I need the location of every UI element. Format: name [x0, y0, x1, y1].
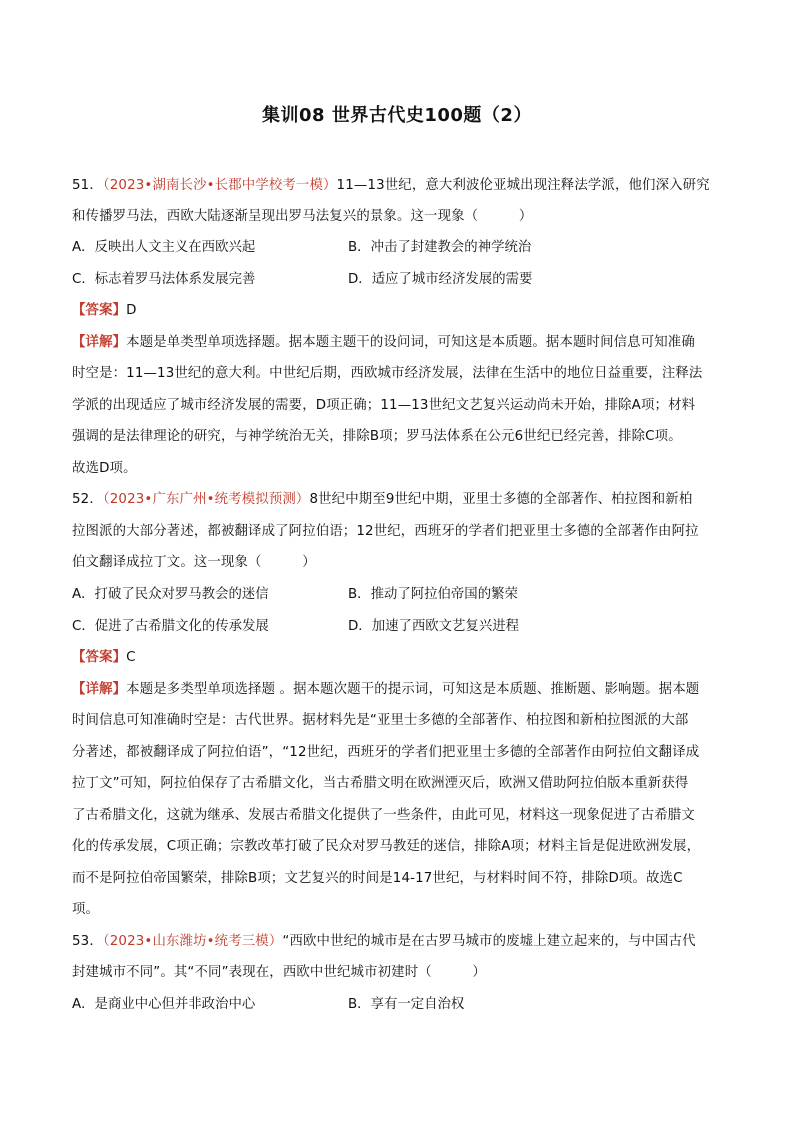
answer-label: 【答案】 — [72, 303, 127, 318]
question-number: 52． — [72, 492, 103, 507]
question-52-detail-line-5: 了古希腊文化，这就为继承、发展古希腊文化提供了一些条件，由此可见，材料这一现象促进了古希腊文 — [72, 808, 695, 823]
question-51-option-b: B．冲击了封建教会的神学统治 — [348, 240, 532, 255]
question-51-option-a: A．反映出人文主义在西欧兴起 — [72, 240, 256, 255]
question-51-stem-line-2: 和传播罗马法，西欧大陆逐渐呈现出罗马法复兴的景象。这一现象（ ） — [72, 209, 533, 224]
question-51-detail-line-5: 故选D项。 — [72, 461, 137, 476]
detail-text: 本题是单类型单项选择题。据本题主题干的设问词，可知这是本质题。据本题时间信息可知准确 — [126, 335, 695, 350]
question-52-stem-line-2: 拉图派的大部分著述，都被翻译成了阿拉伯语；12世纪，西班牙的学者们把亚里士多德的全部著作由阿拉 — [72, 524, 699, 539]
question-53-option-b: B．享有一定自治权 — [348, 997, 465, 1012]
question-52-option-d: D．加速了西欧文艺复兴进程 — [348, 619, 519, 634]
question-number: 51． — [72, 178, 103, 193]
question-52-detail-line-6: 化的传承发展，C项正确；宗教改革打破了民众对罗马教廷的迷信，排除A项；材料主旨是促进欧洲发展， — [72, 839, 701, 854]
question-52-detail-line-2: 时间信息可知准确时空是：古代世界。据材料先是“亚里士多德的全部著作、柏拉图和新柏拉图派的大部 — [72, 713, 689, 728]
question-text: “西欧中世纪的城市是在古罗马城市的废墟上建立起来的，与中国古代 — [282, 934, 696, 949]
question-51-detail-line-1 — [72, 333, 732, 353]
question-51-answer — [72, 301, 732, 321]
question-53-stem-line-2: 封建城市不同”。其“不同”表现在，西欧中世纪城市初建时（ ） — [72, 965, 486, 980]
question-51-stem-line-1 — [72, 176, 732, 196]
question-source: （2023•山东潍坊•统考三模） — [102, 934, 283, 949]
question-51-detail-line-2: 时空是：11—13世纪的意大利。中世纪后期，西欧城市经济发展，法律在生活中的地位日益重要，注释法 — [72, 366, 703, 381]
question-53-stem-line-1 — [72, 932, 732, 952]
question-51-detail-line-3: 学派的出现适应了城市经济发展的需要，D项正确；11—13世纪文艺复兴运动尚未开始，排除A项；材料 — [72, 398, 696, 413]
question-51-option-d: D．适应了城市经济发展的需要 — [348, 272, 533, 287]
page-title: 集训08 世界古代史100题（2） — [262, 105, 532, 126]
question-51-detail-line-4: 强调的是法律理论的研究，与神学统治无关，排除B项；罗马法体系在公元6世纪已经完善，排除C项。 — [72, 429, 682, 444]
question-52-stem-line-1 — [72, 490, 732, 510]
question-52-detail-line-8: 项。 — [72, 902, 100, 917]
question-source: （2023•广东广州•统考模拟预测） — [102, 492, 310, 507]
question-number: 53． — [72, 934, 103, 949]
question-53-option-a: A．是商业中心但并非政治中心 — [72, 997, 256, 1012]
question-52-option-b: B．推动了阿拉伯帝国的繁荣 — [348, 587, 518, 602]
answer-value: C — [126, 650, 136, 665]
question-52-detail-line-1 — [72, 680, 732, 700]
question-52-detail-line-3: 分著述，都被翻译成了阿拉伯语”，“12世纪，西班牙的学者们把亚里士多德的全部著作由阿拉伯文翻译成 — [72, 745, 700, 760]
detail-text: 本题是多类型单项选择题 。据本题次题干的提示词，可知这是本质题、推断题、影响题。据本题 — [126, 682, 700, 697]
question-51-option-c: C．标志着罗马法体系发展完善 — [72, 272, 256, 287]
question-text: 8世纪中期至9世纪中期，亚里士多德的全部著作、柏拉图和新柏 — [309, 492, 693, 507]
question-source: （2023•湖南长沙•长郡中学校考一模） — [102, 178, 337, 193]
question-52-detail-line-4: 拉丁文”可知，阿拉伯保存了古希腊文化，当古希腊文明在欧洲湮灭后，欧洲又借助阿拉伯版本重新获得 — [72, 776, 689, 791]
detail-label: 【详解】 — [72, 682, 127, 697]
question-text: 11—13世纪，意大利波伦亚城出现注释法学派，他们深入研究 — [336, 178, 710, 193]
answer-label: 【答案】 — [72, 650, 127, 665]
answer-value: D — [126, 303, 137, 318]
question-52-option-a: A．打破了民众对罗马教会的迷信 — [72, 587, 269, 602]
question-52-option-c: C．促进了古希腊文化的传承发展 — [72, 619, 269, 634]
question-52-detail-line-7: 而不是阿拉伯帝国繁荣，排除B项；文艺复兴的时间是14-17世纪，与材料时间不符，排除D项。故选C — [72, 871, 683, 886]
question-52-stem-line-3: 伯文翻译成拉丁文。这一现象（ ） — [72, 555, 316, 570]
detail-label: 【详解】 — [72, 335, 127, 350]
question-52-answer — [72, 648, 732, 668]
